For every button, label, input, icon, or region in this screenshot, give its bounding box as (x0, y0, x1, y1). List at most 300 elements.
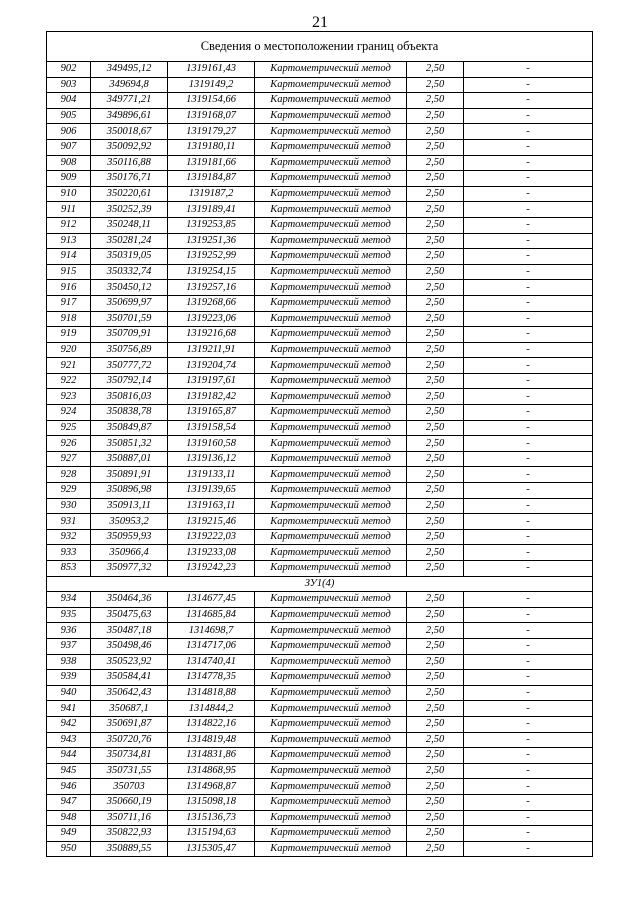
x-coordinate-cell: 350687,1 (91, 701, 168, 717)
description-cell: - (464, 202, 593, 218)
accuracy-cell: 2,50 (407, 826, 464, 842)
table-row (47, 264, 593, 280)
accuracy-cell: 2,50 (407, 124, 464, 140)
y-coordinate-cell: 1314968,87 (168, 779, 255, 795)
description-cell: - (464, 108, 593, 124)
accuracy-cell: 2,50 (407, 108, 464, 124)
point-number-cell: 918 (47, 311, 91, 327)
accuracy-cell: 2,50 (407, 810, 464, 826)
description-cell: - (464, 638, 593, 654)
y-coordinate-cell: 1314818,88 (168, 685, 255, 701)
method-cell: Картометрический метод (255, 155, 407, 171)
table-row (47, 467, 593, 483)
description-cell: - (464, 654, 593, 670)
accuracy-cell: 2,50 (407, 483, 464, 499)
description-cell: - (464, 467, 593, 483)
method-cell: Картометрический метод (255, 139, 407, 155)
accuracy-cell: 2,50 (407, 716, 464, 732)
method-cell: Картометрический метод (255, 249, 407, 265)
point-number-cell: 907 (47, 139, 91, 155)
y-coordinate-cell: 1314844,2 (168, 701, 255, 717)
description-cell: - (464, 732, 593, 748)
accuracy-cell: 2,50 (407, 794, 464, 810)
method-cell: Картометрический метод (255, 748, 407, 764)
x-coordinate-cell: 350699,97 (91, 295, 168, 311)
x-coordinate-cell: 350891,91 (91, 467, 168, 483)
accuracy-cell: 2,50 (407, 327, 464, 343)
accuracy-cell: 2,50 (407, 685, 464, 701)
accuracy-cell: 2,50 (407, 77, 464, 93)
accuracy-cell: 2,50 (407, 841, 464, 857)
table-row (47, 202, 593, 218)
y-coordinate-cell: 1319181,66 (168, 155, 255, 171)
description-cell: - (464, 124, 593, 140)
method-cell: Картометрический метод (255, 264, 407, 280)
method-cell: Картометрический метод (255, 467, 407, 483)
y-coordinate-cell: 1315305,47 (168, 841, 255, 857)
accuracy-cell: 2,50 (407, 389, 464, 405)
table-body (47, 32, 593, 857)
section-title: ЗУ1(4) (47, 576, 593, 592)
x-coordinate-cell: 350584,41 (91, 670, 168, 686)
method-cell: Картометрический метод (255, 311, 407, 327)
point-number-cell: 904 (47, 93, 91, 109)
description-cell: - (464, 77, 593, 93)
point-number-cell: 903 (47, 77, 91, 93)
table-row (47, 139, 593, 155)
table-row (47, 514, 593, 530)
point-number-cell: 902 (47, 62, 91, 78)
method-cell: Картометрический метод (255, 233, 407, 249)
accuracy-cell: 2,50 (407, 311, 464, 327)
description-cell: - (464, 529, 593, 545)
table-row (47, 826, 593, 842)
x-coordinate-cell: 350450,12 (91, 280, 168, 296)
y-coordinate-cell: 1319215,46 (168, 514, 255, 530)
point-number-cell: 910 (47, 186, 91, 202)
point-number-cell: 943 (47, 732, 91, 748)
accuracy-cell: 2,50 (407, 171, 464, 187)
description-cell: - (464, 685, 593, 701)
table-row (47, 451, 593, 467)
x-coordinate-cell: 350953,2 (91, 514, 168, 530)
page-number: 21 (312, 14, 328, 31)
table-row (47, 670, 593, 686)
y-coordinate-cell: 1314822,16 (168, 716, 255, 732)
x-coordinate-cell: 350332,74 (91, 264, 168, 280)
method-cell: Картометрический метод (255, 202, 407, 218)
description-cell: - (464, 451, 593, 467)
x-coordinate-cell: 350720,76 (91, 732, 168, 748)
x-coordinate-cell: 350176,71 (91, 171, 168, 187)
description-cell: - (464, 373, 593, 389)
point-number-cell: 934 (47, 592, 91, 608)
accuracy-cell: 2,50 (407, 202, 464, 218)
accuracy-cell: 2,50 (407, 62, 464, 78)
x-coordinate-cell: 349896,61 (91, 108, 168, 124)
y-coordinate-cell: 1319184,87 (168, 171, 255, 187)
table-row (47, 155, 593, 171)
y-coordinate-cell: 1315098,18 (168, 794, 255, 810)
x-coordinate-cell: 350711,16 (91, 810, 168, 826)
table-row (47, 716, 593, 732)
method-cell: Картометрический метод (255, 373, 407, 389)
table-row (47, 607, 593, 623)
table-row (47, 295, 593, 311)
y-coordinate-cell: 1319187,2 (168, 186, 255, 202)
x-coordinate-cell: 350851,32 (91, 436, 168, 452)
description-cell: - (464, 405, 593, 421)
table-row (47, 592, 593, 608)
table-row (47, 280, 593, 296)
x-coordinate-cell: 350734,81 (91, 748, 168, 764)
accuracy-cell: 2,50 (407, 748, 464, 764)
x-coordinate-cell: 350475,63 (91, 607, 168, 623)
y-coordinate-cell: 1319252,99 (168, 249, 255, 265)
x-coordinate-cell: 350913,11 (91, 498, 168, 514)
y-coordinate-cell: 1319242,23 (168, 561, 255, 577)
y-coordinate-cell: 1319222,03 (168, 529, 255, 545)
point-number-cell: 940 (47, 685, 91, 701)
y-coordinate-cell: 1314717,06 (168, 638, 255, 654)
x-coordinate-cell: 350838,78 (91, 405, 168, 421)
x-coordinate-cell: 350523,92 (91, 654, 168, 670)
x-coordinate-cell: 350849,87 (91, 420, 168, 436)
table-row (47, 186, 593, 202)
description-cell: - (464, 670, 593, 686)
accuracy-cell: 2,50 (407, 732, 464, 748)
x-coordinate-cell: 350703 (91, 779, 168, 795)
description-cell: - (464, 701, 593, 717)
description-cell: - (464, 623, 593, 639)
point-number-cell: 917 (47, 295, 91, 311)
y-coordinate-cell: 1319136,12 (168, 451, 255, 467)
method-cell: Картометрический метод (255, 124, 407, 140)
method-cell: Картометрический метод (255, 342, 407, 358)
table-title: Сведения о местоположении границ объекта (47, 32, 593, 62)
description-cell: - (464, 217, 593, 233)
method-cell: Картометрический метод (255, 280, 407, 296)
accuracy-cell: 2,50 (407, 529, 464, 545)
accuracy-cell: 2,50 (407, 514, 464, 530)
y-coordinate-cell: 1319149,2 (168, 77, 255, 93)
table-row (47, 545, 593, 561)
y-coordinate-cell: 1319133,11 (168, 467, 255, 483)
x-coordinate-cell: 350018,67 (91, 124, 168, 140)
x-coordinate-cell: 350701,59 (91, 311, 168, 327)
point-number-cell: 916 (47, 280, 91, 296)
y-coordinate-cell: 1315194,63 (168, 826, 255, 842)
point-number-cell: 936 (47, 623, 91, 639)
table-row (47, 249, 593, 265)
description-cell: - (464, 171, 593, 187)
point-number-cell: 929 (47, 483, 91, 499)
table-row (47, 763, 593, 779)
y-coordinate-cell: 1319251,36 (168, 233, 255, 249)
method-cell: Картометрический метод (255, 358, 407, 374)
y-coordinate-cell: 1314819,48 (168, 732, 255, 748)
accuracy-cell: 2,50 (407, 467, 464, 483)
method-cell: Картометрический метод (255, 93, 407, 109)
table-row (47, 358, 593, 374)
description-cell: - (464, 607, 593, 623)
y-coordinate-cell: 1319165,87 (168, 405, 255, 421)
y-coordinate-cell: 1319268,66 (168, 295, 255, 311)
table-row (47, 841, 593, 857)
point-number-cell: 912 (47, 217, 91, 233)
method-cell: Картометрический метод (255, 561, 407, 577)
y-coordinate-cell: 1314868,95 (168, 763, 255, 779)
point-number-cell: 919 (47, 327, 91, 343)
accuracy-cell: 2,50 (407, 670, 464, 686)
x-coordinate-cell: 350777,72 (91, 358, 168, 374)
accuracy-cell: 2,50 (407, 342, 464, 358)
x-coordinate-cell: 350248,11 (91, 217, 168, 233)
accuracy-cell: 2,50 (407, 420, 464, 436)
x-coordinate-cell: 350889,55 (91, 841, 168, 857)
x-coordinate-cell: 350756,89 (91, 342, 168, 358)
description-cell: - (464, 592, 593, 608)
point-number-cell: 921 (47, 358, 91, 374)
description-cell: - (464, 826, 593, 842)
table-row (47, 483, 593, 499)
description-cell: - (464, 155, 593, 171)
method-cell: Картометрический метод (255, 405, 407, 421)
description-cell: - (464, 483, 593, 499)
point-number-cell: 926 (47, 436, 91, 452)
table-row (47, 623, 593, 639)
table-row (47, 233, 593, 249)
x-coordinate-cell: 350887,01 (91, 451, 168, 467)
table-row (47, 124, 593, 140)
method-cell: Картометрический метод (255, 638, 407, 654)
table-row (47, 342, 593, 358)
accuracy-cell: 2,50 (407, 779, 464, 795)
accuracy-cell: 2,50 (407, 623, 464, 639)
description-cell: - (464, 420, 593, 436)
x-coordinate-cell: 350642,43 (91, 685, 168, 701)
x-coordinate-cell: 350959,93 (91, 529, 168, 545)
y-coordinate-cell: 1319180,11 (168, 139, 255, 155)
point-number-cell: 915 (47, 264, 91, 280)
point-number-cell: 947 (47, 794, 91, 810)
method-cell: Картометрический метод (255, 592, 407, 608)
accuracy-cell: 2,50 (407, 561, 464, 577)
table-row (47, 498, 593, 514)
y-coordinate-cell: 1314740,41 (168, 654, 255, 670)
description-cell: - (464, 545, 593, 561)
table-row (47, 779, 593, 795)
y-coordinate-cell: 1319168,07 (168, 108, 255, 124)
accuracy-cell: 2,50 (407, 592, 464, 608)
table-row (47, 701, 593, 717)
y-coordinate-cell: 1319160,58 (168, 436, 255, 452)
x-coordinate-cell: 350792,14 (91, 373, 168, 389)
section-header-row (47, 576, 593, 592)
y-coordinate-cell: 1319163,11 (168, 498, 255, 514)
table-row (47, 62, 593, 78)
description-cell: - (464, 810, 593, 826)
table-row (47, 108, 593, 124)
method-cell: Картометрический метод (255, 545, 407, 561)
description-cell: - (464, 841, 593, 857)
point-number-cell: 939 (47, 670, 91, 686)
description-cell: - (464, 327, 593, 343)
method-cell: Картометрический метод (255, 763, 407, 779)
point-number-cell: 909 (47, 171, 91, 187)
description-cell: - (464, 763, 593, 779)
y-coordinate-cell: 1314698,7 (168, 623, 255, 639)
description-cell: - (464, 779, 593, 795)
description-cell: - (464, 358, 593, 374)
accuracy-cell: 2,50 (407, 701, 464, 717)
accuracy-cell: 2,50 (407, 498, 464, 514)
y-coordinate-cell: 1319216,68 (168, 327, 255, 343)
y-coordinate-cell: 1319154,66 (168, 93, 255, 109)
x-coordinate-cell: 350464,36 (91, 592, 168, 608)
y-coordinate-cell: 1319204,74 (168, 358, 255, 374)
description-cell: - (464, 249, 593, 265)
accuracy-cell: 2,50 (407, 264, 464, 280)
accuracy-cell: 2,50 (407, 654, 464, 670)
method-cell: Картометрический метод (255, 436, 407, 452)
accuracy-cell: 2,50 (407, 186, 464, 202)
method-cell: Картометрический метод (255, 483, 407, 499)
method-cell: Картометрический метод (255, 794, 407, 810)
method-cell: Картометрический метод (255, 716, 407, 732)
description-cell: - (464, 436, 593, 452)
method-cell: Картометрический метод (255, 186, 407, 202)
accuracy-cell: 2,50 (407, 139, 464, 155)
x-coordinate-cell: 350487,18 (91, 623, 168, 639)
method-cell: Картометрический метод (255, 514, 407, 530)
method-cell: Картометрический метод (255, 685, 407, 701)
x-coordinate-cell: 350896,98 (91, 483, 168, 499)
method-cell: Картометрический метод (255, 451, 407, 467)
table-row (47, 93, 593, 109)
table-row (47, 748, 593, 764)
y-coordinate-cell: 1319158,54 (168, 420, 255, 436)
accuracy-cell: 2,50 (407, 405, 464, 421)
description-cell: - (464, 342, 593, 358)
description-cell: - (464, 280, 593, 296)
point-number-cell: 927 (47, 451, 91, 467)
method-cell: Картометрический метод (255, 217, 407, 233)
accuracy-cell: 2,50 (407, 295, 464, 311)
point-number-cell: 950 (47, 841, 91, 857)
table-row (47, 732, 593, 748)
description-cell: - (464, 389, 593, 405)
description-cell: - (464, 716, 593, 732)
description-cell: - (464, 561, 593, 577)
description-cell: - (464, 233, 593, 249)
accuracy-cell: 2,50 (407, 358, 464, 374)
description-cell: - (464, 62, 593, 78)
accuracy-cell: 2,50 (407, 451, 464, 467)
accuracy-cell: 2,50 (407, 607, 464, 623)
x-coordinate-cell: 350498,46 (91, 638, 168, 654)
table-row (47, 436, 593, 452)
x-coordinate-cell: 349771,21 (91, 93, 168, 109)
method-cell: Картометрический метод (255, 732, 407, 748)
description-cell: - (464, 93, 593, 109)
boundary-table (46, 31, 593, 857)
method-cell: Картометрический метод (255, 670, 407, 686)
method-cell: Картометрический метод (255, 295, 407, 311)
point-number-cell: 938 (47, 654, 91, 670)
y-coordinate-cell: 1319182,42 (168, 389, 255, 405)
method-cell: Картометрический метод (255, 420, 407, 436)
table-row (47, 638, 593, 654)
x-coordinate-cell: 350220,61 (91, 186, 168, 202)
point-number-cell: 905 (47, 108, 91, 124)
y-coordinate-cell: 1319139,65 (168, 483, 255, 499)
accuracy-cell: 2,50 (407, 545, 464, 561)
x-coordinate-cell: 350116,88 (91, 155, 168, 171)
point-number-cell: 923 (47, 389, 91, 405)
y-coordinate-cell: 1314831,86 (168, 748, 255, 764)
table-row (47, 171, 593, 187)
point-number-cell: 937 (47, 638, 91, 654)
point-number-cell: 906 (47, 124, 91, 140)
x-coordinate-cell: 349694,8 (91, 77, 168, 93)
table-header-row (47, 32, 593, 62)
description-cell: - (464, 186, 593, 202)
description-cell: - (464, 139, 593, 155)
method-cell: Картометрический метод (255, 654, 407, 670)
y-coordinate-cell: 1314778,35 (168, 670, 255, 686)
y-coordinate-cell: 1319253,85 (168, 217, 255, 233)
point-number-cell: 945 (47, 763, 91, 779)
x-coordinate-cell: 349495,12 (91, 62, 168, 78)
point-number-cell: 914 (47, 249, 91, 265)
x-coordinate-cell: 350731,55 (91, 763, 168, 779)
table-row (47, 654, 593, 670)
y-coordinate-cell: 1319223,06 (168, 311, 255, 327)
point-number-cell: 853 (47, 561, 91, 577)
accuracy-cell: 2,50 (407, 217, 464, 233)
table-row (47, 561, 593, 577)
method-cell: Картометрический метод (255, 327, 407, 343)
table-row (47, 327, 593, 343)
x-coordinate-cell: 350252,39 (91, 202, 168, 218)
y-coordinate-cell: 1319179,27 (168, 124, 255, 140)
table-row (47, 217, 593, 233)
point-number-cell: 931 (47, 514, 91, 530)
point-number-cell: 946 (47, 779, 91, 795)
y-coordinate-cell: 1319189,41 (168, 202, 255, 218)
description-cell: - (464, 311, 593, 327)
x-coordinate-cell: 350966,4 (91, 545, 168, 561)
x-coordinate-cell: 350281,24 (91, 233, 168, 249)
y-coordinate-cell: 1319161,43 (168, 62, 255, 78)
y-coordinate-cell: 1314677,45 (168, 592, 255, 608)
point-number-cell: 920 (47, 342, 91, 358)
accuracy-cell: 2,50 (407, 233, 464, 249)
method-cell: Картометрический метод (255, 623, 407, 639)
table-row (47, 810, 593, 826)
table-row (47, 794, 593, 810)
method-cell: Картометрический метод (255, 529, 407, 545)
point-number-cell: 942 (47, 716, 91, 732)
point-number-cell: 908 (47, 155, 91, 171)
accuracy-cell: 2,50 (407, 155, 464, 171)
method-cell: Картометрический метод (255, 701, 407, 717)
table-row (47, 389, 593, 405)
point-number-cell: 911 (47, 202, 91, 218)
x-coordinate-cell: 350660,19 (91, 794, 168, 810)
table-row (47, 311, 593, 327)
